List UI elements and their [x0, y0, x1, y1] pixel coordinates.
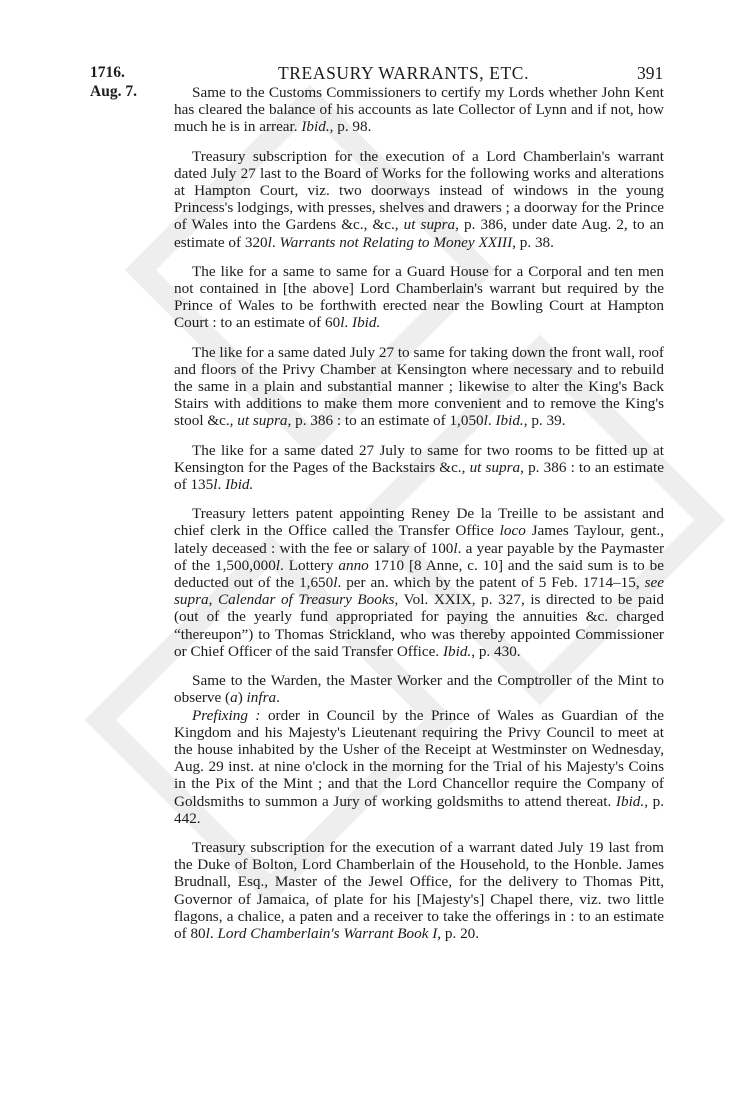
- italic-text: l: [267, 233, 272, 251]
- italic-text: Ibid.: [442, 642, 472, 660]
- italic-text: Ibid.: [352, 314, 381, 332]
- entry-jewel-office: [174, 839, 664, 942]
- text-run: .: [276, 689, 280, 707]
- text-run: Treasury letters patent appointing Reney De la Treille to be assistant and chief clerk in the Office called the Transfer Office: [174, 505, 664, 540]
- italic-text: a: [230, 689, 238, 707]
- italic-text: ut supra: [403, 216, 456, 234]
- text-run: .: [271, 233, 280, 251]
- entry-guard-house: [174, 263, 664, 332]
- italic-text: Calendar of Treasury Books: [218, 591, 395, 609]
- text-run: .: [344, 314, 353, 332]
- italic-text: l: [333, 574, 338, 592]
- text-run: , p. 442.: [174, 792, 664, 827]
- text-run: , p. 39.: [523, 412, 566, 430]
- italic-text: Lord Chamberlain's Warrant Book I: [217, 924, 438, 942]
- italic-text: l: [340, 314, 345, 332]
- text-run: ): [237, 689, 247, 707]
- entry-transfer-office: [174, 505, 664, 660]
- entry-customs: [174, 84, 664, 136]
- italic-text: l: [483, 412, 488, 430]
- italic-text: ut supra: [237, 412, 288, 430]
- italic-text: Ibid.: [495, 412, 524, 430]
- entry-prefixing: [174, 707, 664, 827]
- italic-text: anno: [338, 556, 369, 574]
- italic-text: l: [275, 556, 281, 574]
- italic-text: see supra: [174, 574, 664, 609]
- italic-text: l: [453, 539, 458, 557]
- italic-text: l: [213, 476, 218, 494]
- text-run: Same to the Customs Commissioners to certify my Lords whether John Kent has cleared the balance of his accounts as late Collector of Lynn and if not, how much he is in arrear.: [174, 84, 664, 136]
- text-run: . a year payable by the Paymaster of the 1,500,000: [174, 539, 665, 574]
- text-run: . Lottery: [280, 556, 339, 574]
- text-run: , p. 430.: [471, 642, 521, 660]
- text-run: Treasury subscription for the execution of a warrant dated July 19 last from the Duke of Bolton, Lord Chamberlain of the Household, to the Honble. James Brudnall, Esq., Master of the Jewel Office, for the delivery to Thomas Pitt, Governor of Jamaica, of plate for his [Majesty's] Chapel there, viz. two little flagons, a chalice, a paten and a receiver to take the offerings in : to an estimate of 80: [174, 838, 664, 942]
- italic-text: infra: [246, 689, 277, 707]
- text-run: , p. 98.: [329, 118, 372, 136]
- text-run: .: [487, 412, 496, 430]
- document-body: [174, 84, 664, 954]
- italic-text: Warrants not Relating to Money XXIII: [279, 233, 513, 251]
- italic-text: Ibid.: [225, 476, 254, 494]
- italic-text: Ibid.: [615, 792, 645, 810]
- text-run: The like for a same dated July 27 to same for taking down the front wall, roof and floors of the Privy Chamber at Kensington where necessary and to rebuild the same in a plain and substantial manner ; likewise to alter the King's Back Stairs with additions to make them more convenient and to remove the King's stool &c.,: [174, 343, 664, 430]
- text-run: ,: [208, 591, 218, 609]
- text-run: . per an. which by the patent of 5 Feb. 1714–15,: [337, 574, 645, 592]
- text-run: , p. 386, under date Aug. 2, to an estimate of 320: [174, 216, 664, 251]
- entry-hampton-court: [174, 148, 664, 251]
- text-run: .: [209, 924, 218, 942]
- text-run: The like for a same to same for a Guard House for a Corporal and ten men not contained in [the above] Lord Chamberlain's warrant but required by the Prince of Wales to be forthwith erected near the Bowling Court at Hampton Court : to an estimate of 60: [174, 262, 664, 332]
- text-run: , p. 386 : to an estimate of 1,050: [287, 412, 484, 430]
- text-run: , p. 386 : to an estimate of 135: [174, 458, 664, 494]
- italic-text: Ibid.: [301, 118, 330, 136]
- running-header-title: TREASURY WARRANTS, ETC.: [278, 63, 530, 83]
- entry-mint: [174, 672, 664, 706]
- text-run: order in Council by the Prince of Wales as Guardian of the Kingdom and his Majesty's Lieutenant requiring the Privy Council to meet at the house inhabited by the Usher of the Receipt at Westminster on Wednesday, Aug. 29 inst. at nine o'clock in the morning for the Trial of his Majesty's Coins in the Pix of the Mint ; and that the Lord Chancellor require the Company of Goldsmiths to summon a Jury of working goldsmiths to attend thereat.: [174, 706, 664, 810]
- entry-privy-chamber: [174, 344, 664, 430]
- italic-text: Prefixing :: [192, 706, 261, 724]
- margin-date: Aug. 7.: [90, 83, 137, 100]
- margin-year: 1716.: [90, 64, 125, 81]
- text-run: James Taylour, gent., lately deceased : with the fee or salary of 100: [174, 522, 664, 557]
- italic-text: l: [205, 924, 210, 942]
- text-run: .: [217, 476, 226, 494]
- text-run: The like for a same dated 27 July to same for two rooms to be fitted up at Kensington for the Pages of the Backstairs &c.,: [174, 441, 664, 476]
- text-run: , Vol. XXIX, p. 327, is directed to be paid (out of the yearly fund appropriated for paying the annuities &c. charged “thereupon”) to Thomas Strickland, who was thereby appointed Commissioner or Chief Officer of the said Transfer Office.: [174, 591, 665, 660]
- text-run: , p. 38.: [512, 233, 554, 251]
- page-number: 391: [637, 63, 664, 83]
- italic-text: ut supra: [469, 458, 521, 476]
- entry-pages-rooms: [174, 442, 664, 494]
- text-run: 1710 [8 Anne, c. 10] and the said sum is to be deducted out of the 1,650: [174, 556, 664, 592]
- text-run: , p. 20.: [437, 924, 480, 942]
- text-run: Treasury subscription for the execution of a Lord Chamberlain's warrant dated July 27 last to the Board of Works for the following works and alterations at Hampton Court, viz. two doorways instead of windows in the young Princess's lodgings, with presses, shelves and drawers ; a doorway for the Prince of Wales into the Gardens &c., &c.,: [174, 147, 664, 234]
- italic-text: loco: [499, 522, 526, 540]
- text-run: Same to the Warden, the Master Worker and the Comptroller of the Mint to observe (: [174, 672, 664, 707]
